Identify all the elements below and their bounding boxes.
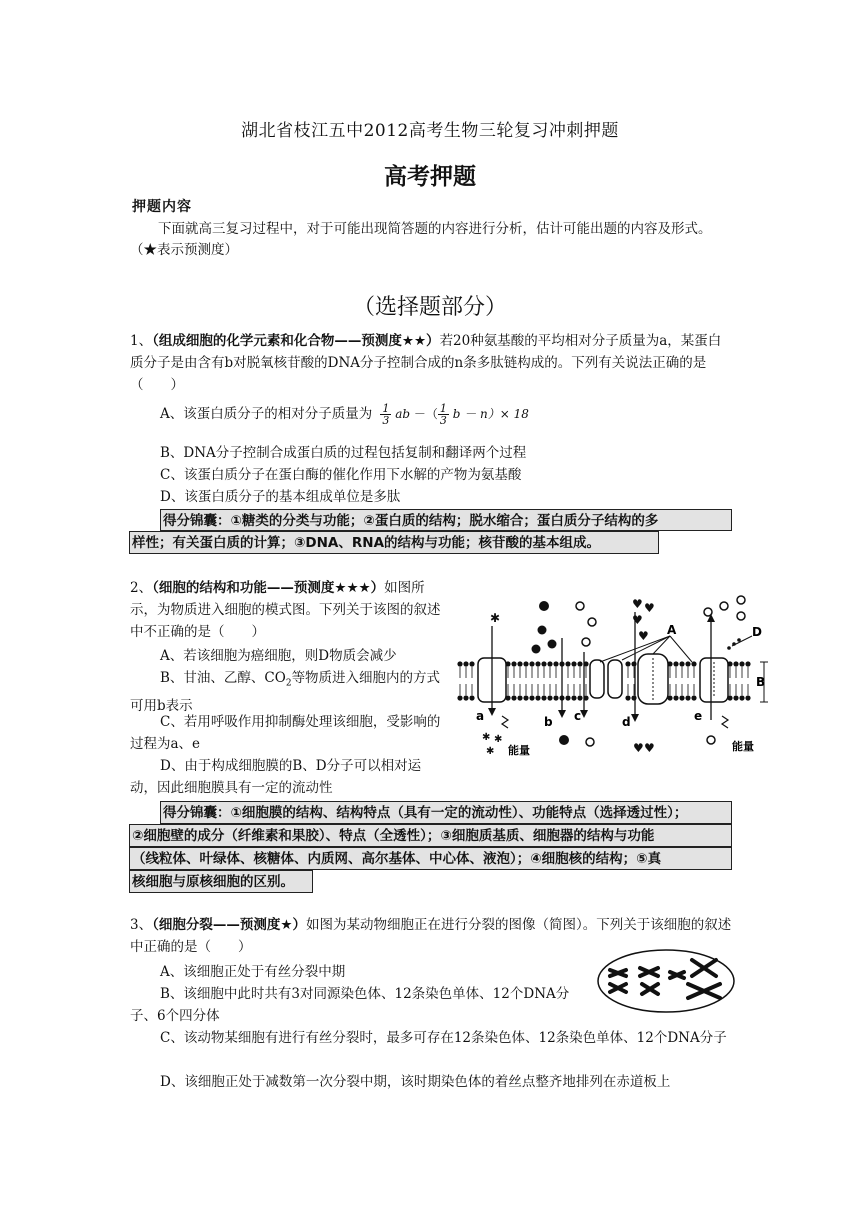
q1-topic: （组成细胞的化学元素和化合物——预测度★★） — [152, 333, 440, 349]
figure-label-a-upper: A — [667, 623, 677, 637]
q2-topic: （细胞的结构和功能——预测度★★★） — [152, 580, 385, 596]
svg-text:✱: ✱ — [490, 611, 501, 625]
q3-number: 3、 — [130, 917, 153, 933]
q3-option-d: D、该细胞正处于减数第一次分裂中期，该时期染色体的着丝点整齐地排列在赤道板上 — [160, 1074, 671, 1090]
section-heading: 押题内容 — [132, 199, 192, 215]
q1-tip-line2: 样性；有关蛋白质的计算；③DNA、RNA的结构与功能；核苷酸的基本组成。 — [129, 531, 659, 554]
svg-text:♥: ♥ — [632, 613, 643, 627]
figure-label-d: d — [622, 715, 631, 729]
energy-label-2: 能量 — [732, 740, 754, 753]
svg-text:♥: ♥ — [632, 597, 643, 611]
q3-stem: 如图为某动物细胞正在进行分裂的图像（简图）。下列关于该细胞的叙述中正确的是（ ） — [130, 917, 732, 955]
q1-tip-line1: 得分锦囊：①糖类的分类与功能；②蛋白质的结构；脱水缩合；蛋白质分子结构的多 — [160, 509, 732, 531]
energy-label-1: 能量 — [508, 744, 530, 757]
q3-option-b: B、该细胞中此时共有3对同源染色体、12条染色单体、12个DNA分子、6个四分体 — [130, 986, 570, 1024]
q3-option-c: C、该动物某细胞有进行有丝分裂时，最多可存在12条染色体、12条染色单体、12个DNA分子 — [160, 1030, 727, 1046]
q1-frac-2: $\frac{1}{3}$ — [439, 402, 447, 427]
part-title: （选择题部分） — [352, 295, 507, 320]
intro-paragraph: 下面就高三复习过程中，对于可能出现简答题的内容进行分析，估计可能出题的内容及形式。（★表示预测度） — [130, 221, 712, 258]
svg-text:♥: ♥ — [633, 741, 644, 755]
document-title: 湖北省枝江五中2012高考生物三轮复习冲刺押题 — [241, 121, 619, 141]
q3-option-a: A、该细胞正处于有丝分裂中期 — [160, 964, 346, 980]
q2-stem-block — [130, 577, 444, 643]
q1-stem-block — [130, 330, 732, 396]
q2-tip-line4: 核细胞与原核细胞的区别。 — [129, 870, 313, 893]
q3-topic: （细胞分裂——预测度★） — [152, 917, 306, 933]
q2-option-d: D、由于构成细胞膜的B、D分子可以相对运动，因此细胞膜具有一定的流动性 — [130, 758, 422, 796]
q2-option-a: A、若该细胞为癌细胞，则D物质会减少 — [160, 648, 397, 664]
q2-number: 2、 — [130, 580, 153, 596]
q2-tip-line3: （线粒体、叶绿体、核糖体、内质网、高尔基体、中心体、液泡）；④细胞核的结构；⑤真 — [129, 847, 732, 870]
q2-tip-line1: 得分锦囊：①细胞膜的结构、结构特点（具有一定的流动性）、功能特点（选择透过性）； — [160, 801, 732, 824]
figure-label-e: e — [694, 709, 703, 723]
membrane-transport-figure — [452, 592, 770, 764]
q1-option-c: C、该蛋白质分子在蛋白酶的催化作用下水解的产物为氨基酸 — [160, 467, 522, 483]
figure-label-c: c — [574, 709, 582, 723]
svg-text:♥: ♥ — [644, 741, 655, 755]
q1-option-a — [160, 403, 529, 426]
q1-stem: 若20种氨基酸的平均相对分子质量为a，某蛋白质分子是由含有b对脱氧核苷酸的DNA分子控制合成的n条多肽链构成的。下列有关说法正确的是（ ） — [130, 333, 722, 393]
figure-label-b: b — [544, 715, 553, 729]
q1-number: 1、 — [130, 333, 153, 349]
figure-label-a: a — [476, 709, 485, 723]
figure-label-d-upper: D — [752, 625, 762, 639]
q2-stem: 如图所示，为物质进入细胞的模式图。下列关于该图的叙述中不正确的是（ ） — [130, 580, 441, 640]
svg-text:♥: ♥ — [638, 629, 649, 643]
svg-text:✱: ✱ — [486, 746, 495, 757]
cell-division-figure — [596, 948, 736, 1014]
channel-protein-c-right — [608, 660, 622, 698]
q1-option-a-prefix: A、该蛋白质分子的相对分子质量为 — [160, 406, 373, 422]
q1-frac-1: $\frac{1}{3}$ — [382, 402, 390, 427]
q1-option-d: D、该蛋白质分子的基本组成单位是多肽 — [160, 489, 401, 505]
svg-text:✱: ✱ — [494, 734, 503, 745]
svg-text:✱: ✱ — [482, 732, 491, 743]
q1-formula: $\frac{1}{3}$ ab －（ $\frac{1}{3}$ b － n）× 18 — [382, 402, 529, 427]
figure-label-b-upper: B — [756, 675, 766, 689]
q2-option-b: B、甘油、乙醇、$CO_2$等物质进入细胞内的方式可用b表示 — [130, 670, 441, 714]
q2-option-c: C、若用呼吸作用抑制酶处理该细胞，受影响的过程为a、e — [130, 714, 441, 752]
q1-option-b: B、DNA分子控制合成蛋白质的过程包括复制和翻译两个过程 — [160, 445, 527, 461]
main-title: 高考押题 — [384, 164, 476, 190]
svg-text:♥: ♥ — [644, 601, 655, 615]
q2-tip-line2: ②细胞壁的成分（纤维素和果胶）、特点（全透性）；③细胞质基质、细胞器的结构与功能 — [129, 824, 732, 847]
channel-protein-c-left — [590, 660, 604, 698]
